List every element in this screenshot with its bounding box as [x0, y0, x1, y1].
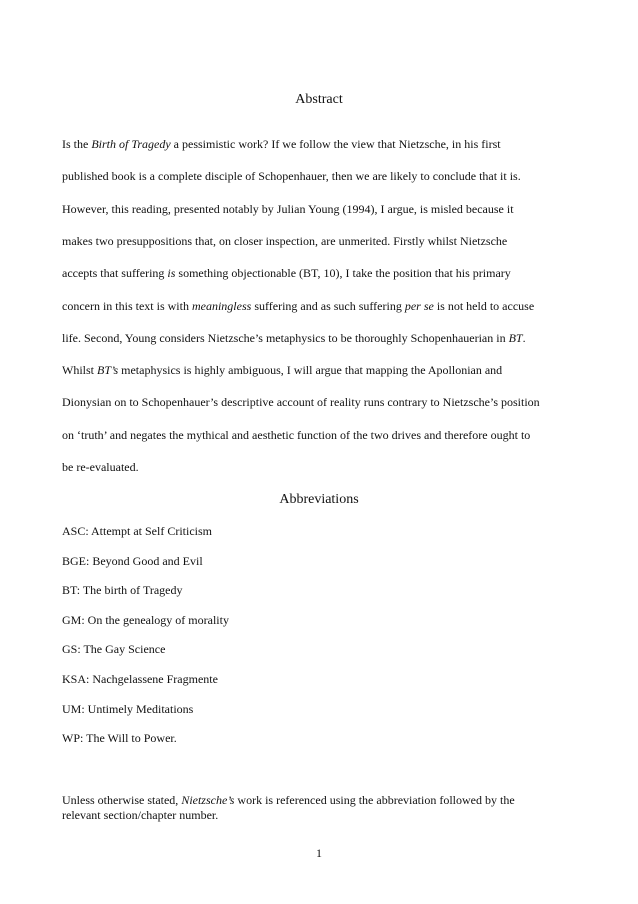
- abbreviation-item: GS: The Gay Science: [62, 642, 166, 656]
- abstract-line: [62, 169, 521, 183]
- text-run: is not held to accuse: [433, 299, 535, 313]
- abstract-line: [62, 363, 502, 377]
- italic-text: per se: [404, 299, 434, 313]
- abstract-line: [62, 202, 514, 216]
- text-run: Unless otherwise stated,: [62, 793, 182, 807]
- text-run: be re-evaluated.: [62, 460, 139, 474]
- text-run: suffering and as such suffering: [251, 299, 405, 313]
- text-run: work is referenced using the abbreviation followed by the: [234, 793, 515, 807]
- note-line: [62, 793, 515, 807]
- abstract-line: [62, 299, 534, 313]
- abstract-heading: Abstract: [295, 92, 343, 107]
- text-run: metaphysics is highly ambiguous, I will argue that mapping the Apollonian and: [118, 363, 503, 377]
- abstract-line: [62, 460, 139, 474]
- text-run: However, this reading, presented notably by Julian Young (1994), I argue, is misled because it: [62, 202, 514, 216]
- abbreviation-item: GM: On the genealogy of morality: [62, 613, 229, 627]
- italic-text: is: [167, 266, 176, 280]
- abbreviation-item: BT: The birth of Tragedy: [62, 583, 183, 597]
- text-run: Dionysian on to Schopenhauer’s descriptive account of reality runs contrary to Nietzsche’s position: [62, 395, 540, 409]
- text-run: accepts that suffering: [62, 266, 168, 280]
- text-run: life. Second, Young considers Nietzsche’s metaphysics to be thoroughly Schopenhauerian in: [62, 331, 509, 345]
- italic-text: BT: [508, 331, 523, 345]
- abstract-line: [62, 234, 507, 248]
- text-run: Whilst: [62, 363, 97, 377]
- abbreviation-item: ASC: Attempt at Self Criticism: [62, 524, 212, 538]
- italic-text: meaningless: [191, 299, 252, 313]
- text-run: relevant section/chapter number.: [62, 808, 219, 822]
- text-run: published book is a complete disciple of Schopenhauer, then we are likely to conclude that it is.: [62, 169, 521, 183]
- abbreviation-item: WP: The Will to Power.: [62, 731, 177, 745]
- abstract-line: [62, 428, 530, 442]
- text-run: Is the: [62, 137, 92, 151]
- text-run: concern in this text is with: [62, 299, 192, 313]
- abbreviation-item: BGE: Beyond Good and Evil: [62, 554, 203, 568]
- italic-text: BT’s: [97, 363, 119, 377]
- italic-text: Birth of Tragedy: [91, 137, 171, 151]
- abstract-line: [62, 395, 540, 409]
- page-number: 1: [316, 846, 322, 860]
- abstract-line: [62, 331, 526, 345]
- abbreviations-heading: Abbreviations: [279, 492, 359, 507]
- text-run: .: [522, 331, 526, 345]
- abbreviation-item: UM: Untimely Meditations: [62, 702, 194, 716]
- text-run: on ‘truth’ and negates the mythical and aesthetic function of the two drives and therefore ought to: [62, 428, 531, 442]
- note-line: [62, 808, 218, 822]
- abstract-line: [62, 137, 501, 151]
- text-run: makes two presuppositions that, on closer inspection, are unmerited. Firstly whilst Nietzsche: [62, 234, 508, 248]
- abstract-line: [62, 266, 511, 280]
- abbreviation-item: KSA: Nachgelassene Fragmente: [62, 672, 218, 686]
- text-run: something objectionable (BT, 10), I take the position that his primary: [175, 266, 511, 280]
- text-run: a pessimistic work? If we follow the view that Nietzsche, in his first: [170, 137, 501, 151]
- italic-text: Nietzsche’s: [181, 793, 235, 807]
